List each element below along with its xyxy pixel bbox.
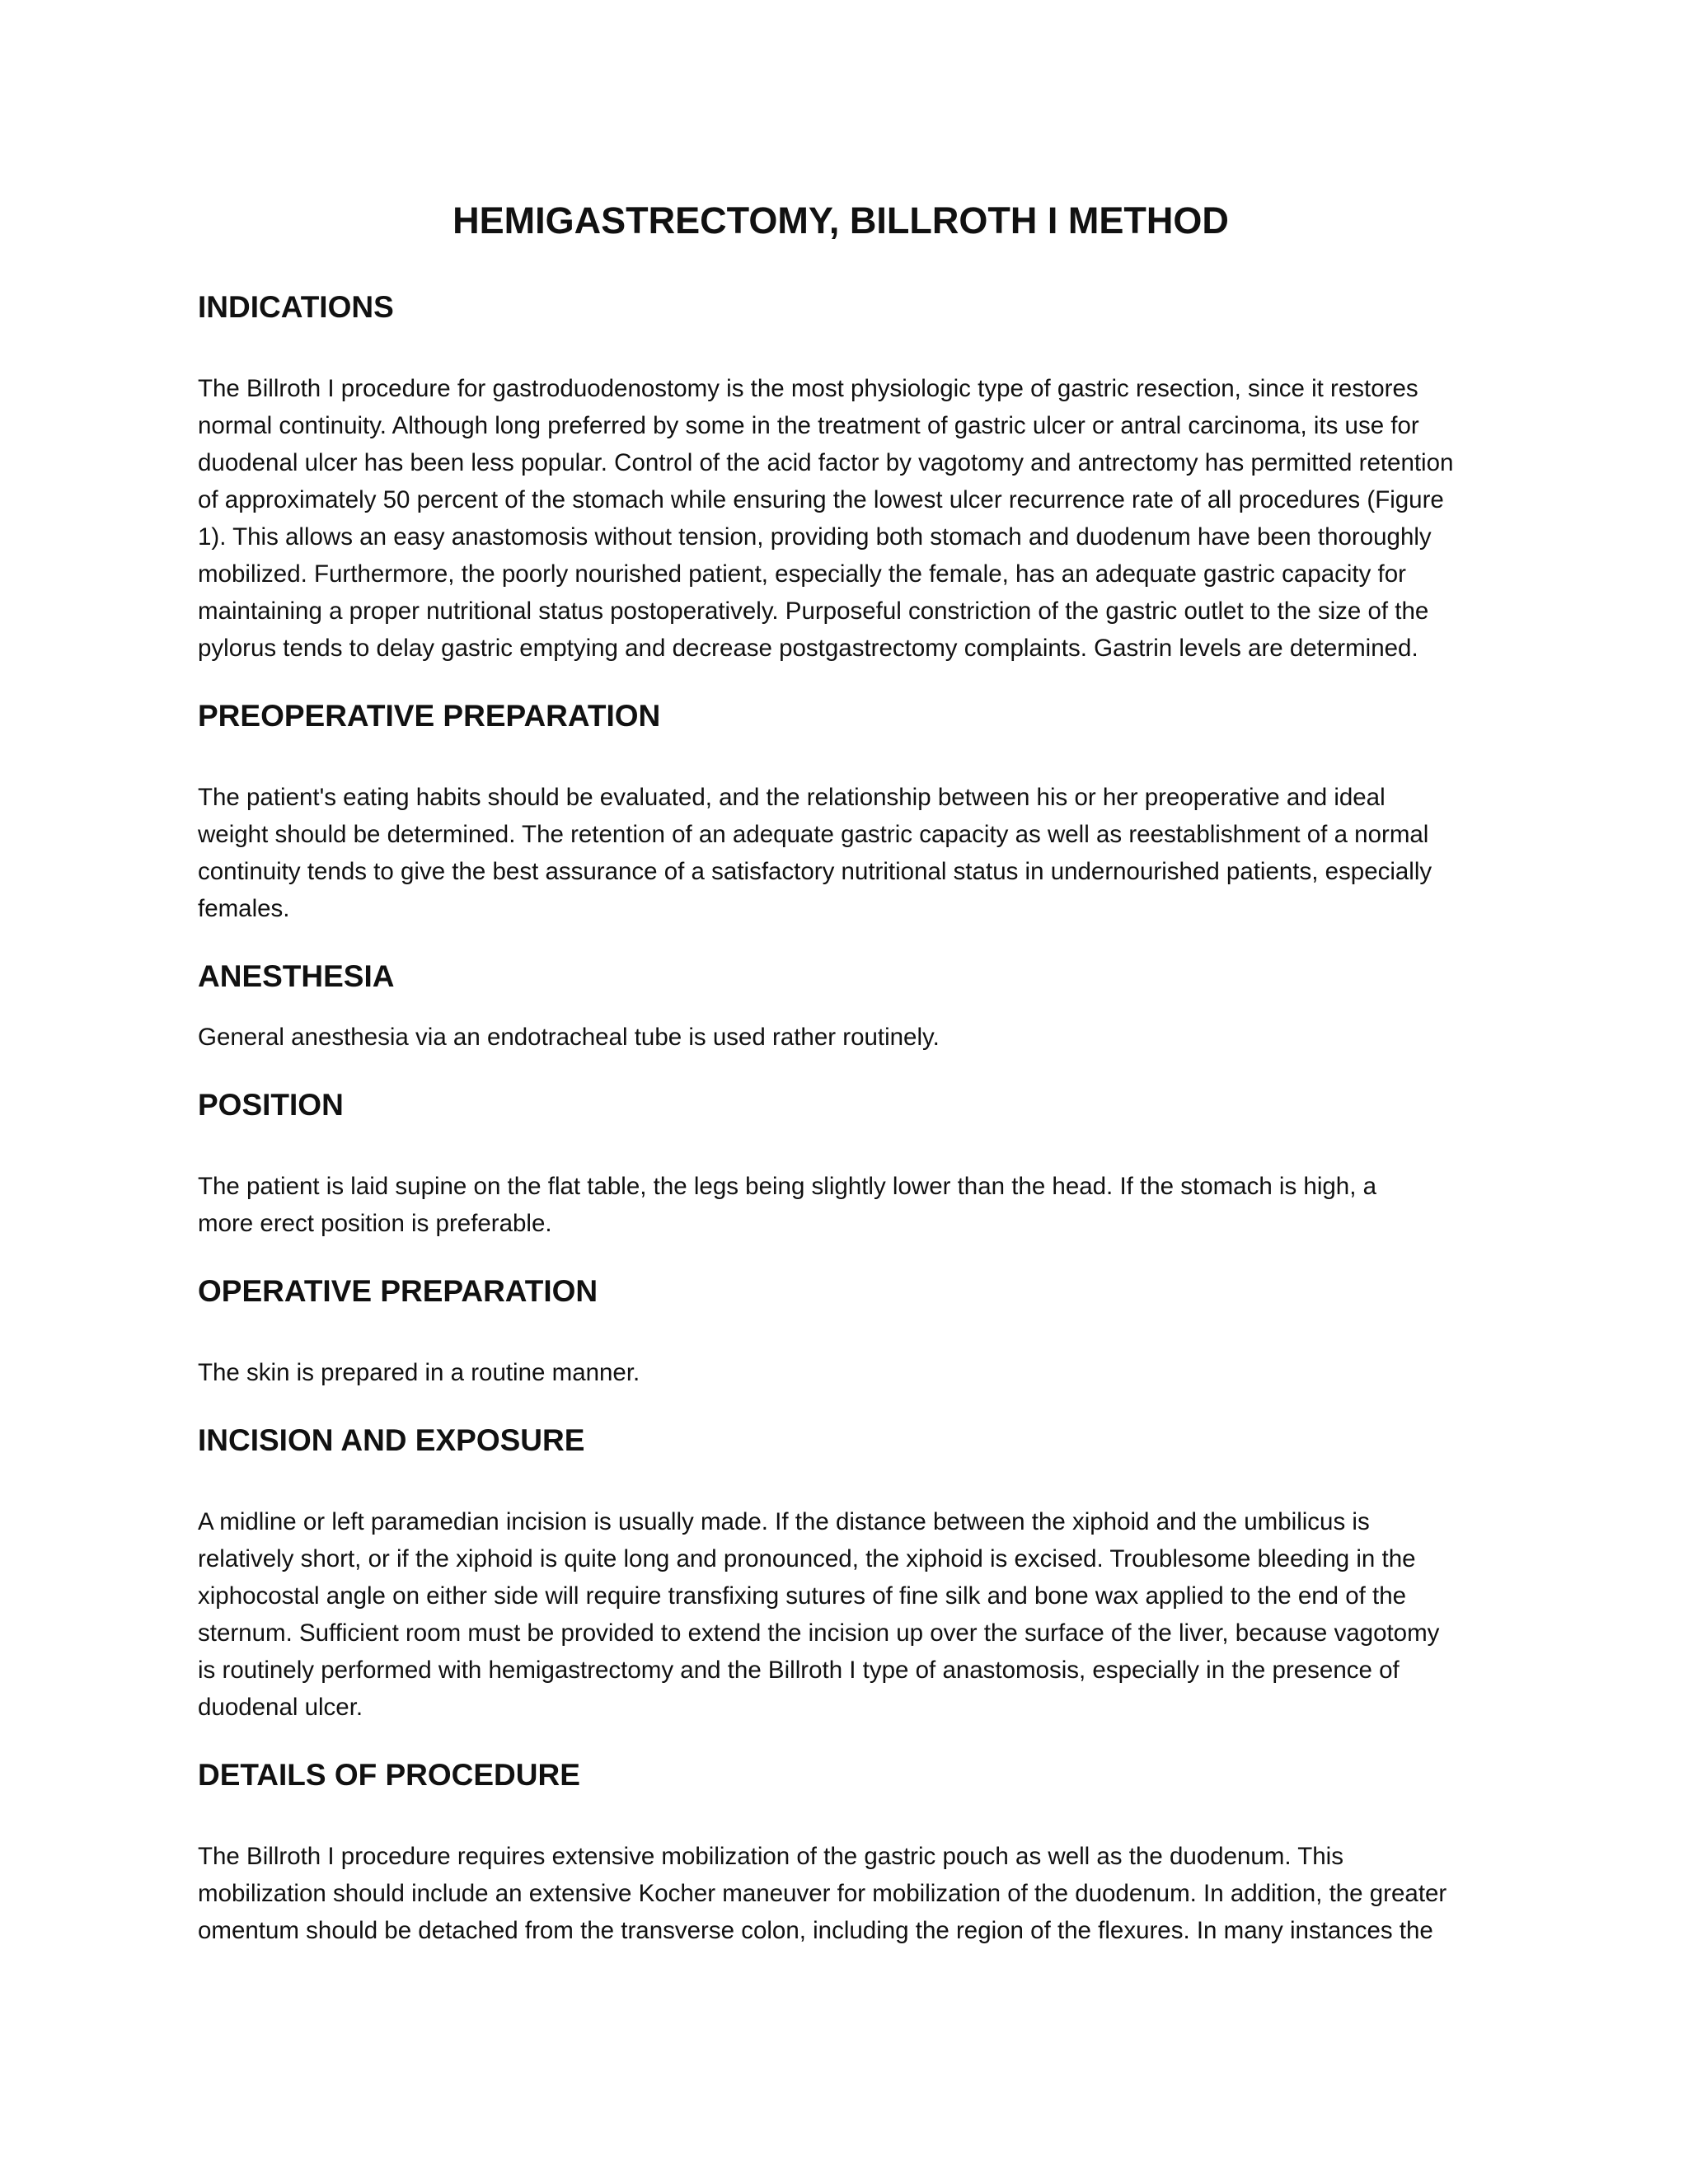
- section-heading-indications: INDICATIONS: [198, 290, 394, 324]
- section-heading-position: POSITION: [198, 1088, 344, 1122]
- text-line: females.: [198, 895, 290, 922]
- section-body-preoperative-preparation: [198, 779, 1484, 927]
- section-heading-anesthesia: ANESTHESIA: [198, 959, 395, 993]
- text-line: 1). This allows an easy anastomosis without tension, providing both stomach and duodenum have been thoroughly: [198, 523, 1432, 551]
- section-heading-details-of-procedure: DETAILS OF PROCEDURE: [198, 1758, 580, 1792]
- text-line: The skin is prepared in a routine manner.: [198, 1359, 640, 1386]
- section-body-position: [198, 1168, 1484, 1242]
- document-page: [198, 196, 1484, 1949]
- text-line: relatively short, or if the xiphoid is quite long and pronounced, the xiphoid is excised. Troublesome bleeding in the: [198, 1545, 1416, 1572]
- section-body-operative-preparation: [198, 1354, 1484, 1391]
- text-line: duodenal ulcer.: [198, 1694, 363, 1721]
- text-line: pylorus tends to delay gastric emptying and decrease postgastrectomy complaints. Gastrin levels are determined.: [198, 635, 1418, 662]
- text-line: normal continuity. Although long preferred by some in the treatment of gastric ulcer or antral carcinoma, its use for: [198, 412, 1419, 439]
- section-heading-operative-preparation: OPERATIVE PREPARATION: [198, 1274, 598, 1308]
- text-line: continuity tends to give the best assurance of a satisfactory nutritional status in undernourished patients, especially: [198, 858, 1432, 885]
- text-line: mobilization should include an extensive Kocher maneuver for mobilization of the duodenum. In addition, the greater: [198, 1880, 1447, 1907]
- section-body-incision-and-exposure: [198, 1503, 1484, 1726]
- text-line: General anesthesia via an endotracheal tube is used rather routinely.: [198, 1024, 940, 1051]
- section-body-details-of-procedure: [198, 1838, 1484, 1949]
- text-line: duodenal ulcer has been less popular. Control of the acid factor by vagotomy and antrectomy has permitted retention: [198, 449, 1454, 476]
- document-title: HEMIGASTRECTOMY, BILLROTH I METHOD: [452, 199, 1229, 241]
- text-line: The patient is laid supine on the flat table, the legs being slightly lower than the head. If the stomach is high, a: [198, 1173, 1377, 1200]
- text-line: weight should be determined. The retention of an adequate gastric capacity as well as reestablishment of a normal: [198, 821, 1429, 848]
- text-line: is routinely performed with hemigastrectomy and the Billroth I type of anastomosis, especially in the presence of: [198, 1657, 1400, 1684]
- section-heading-preoperative-preparation: PREOPERATIVE PREPARATION: [198, 699, 661, 733]
- text-line: more erect position is preferable.: [198, 1210, 552, 1237]
- text-line: of approximately 50 percent of the stomach while ensuring the lowest ulcer recurrence rate of all procedures (Figure: [198, 486, 1444, 513]
- text-line: mobilized. Furthermore, the poorly nourished patient, especially the female, has an adequate gastric capacity for: [198, 560, 1406, 588]
- text-line: sternum. Sufficient room must be provided to extend the incision up over the surface of the liver, because vagotomy: [198, 1619, 1440, 1647]
- text-line: xiphocostal angle on either side will require transfixing sutures of fine silk and bone wax applied to the end of the: [198, 1582, 1407, 1610]
- section-body-anesthesia: [198, 1019, 1484, 1056]
- section-body-indications: [198, 370, 1484, 667]
- section-heading-incision-and-exposure: INCISION AND EXPOSURE: [198, 1423, 585, 1457]
- text-line: A midline or left paramedian incision is usually made. If the distance between the xiphoid and the umbilicus is: [198, 1508, 1370, 1535]
- text-line: The patient's eating habits should be evaluated, and the relationship between his or her preoperative and ideal: [198, 784, 1386, 811]
- text-line: omentum should be detached from the transverse colon, including the region of the flexures. In many instances the: [198, 1917, 1433, 1944]
- text-line: The Billroth I procedure for gastroduodenostomy is the most physiologic type of gastric resection, since it restores: [198, 375, 1418, 402]
- text-line: maintaining a proper nutritional status postoperatively. Purposeful constriction of the gastric outlet to the size of the: [198, 598, 1429, 625]
- text-line: The Billroth I procedure requires extensive mobilization of the gastric pouch as well as the duodenum. This: [198, 1843, 1343, 1870]
